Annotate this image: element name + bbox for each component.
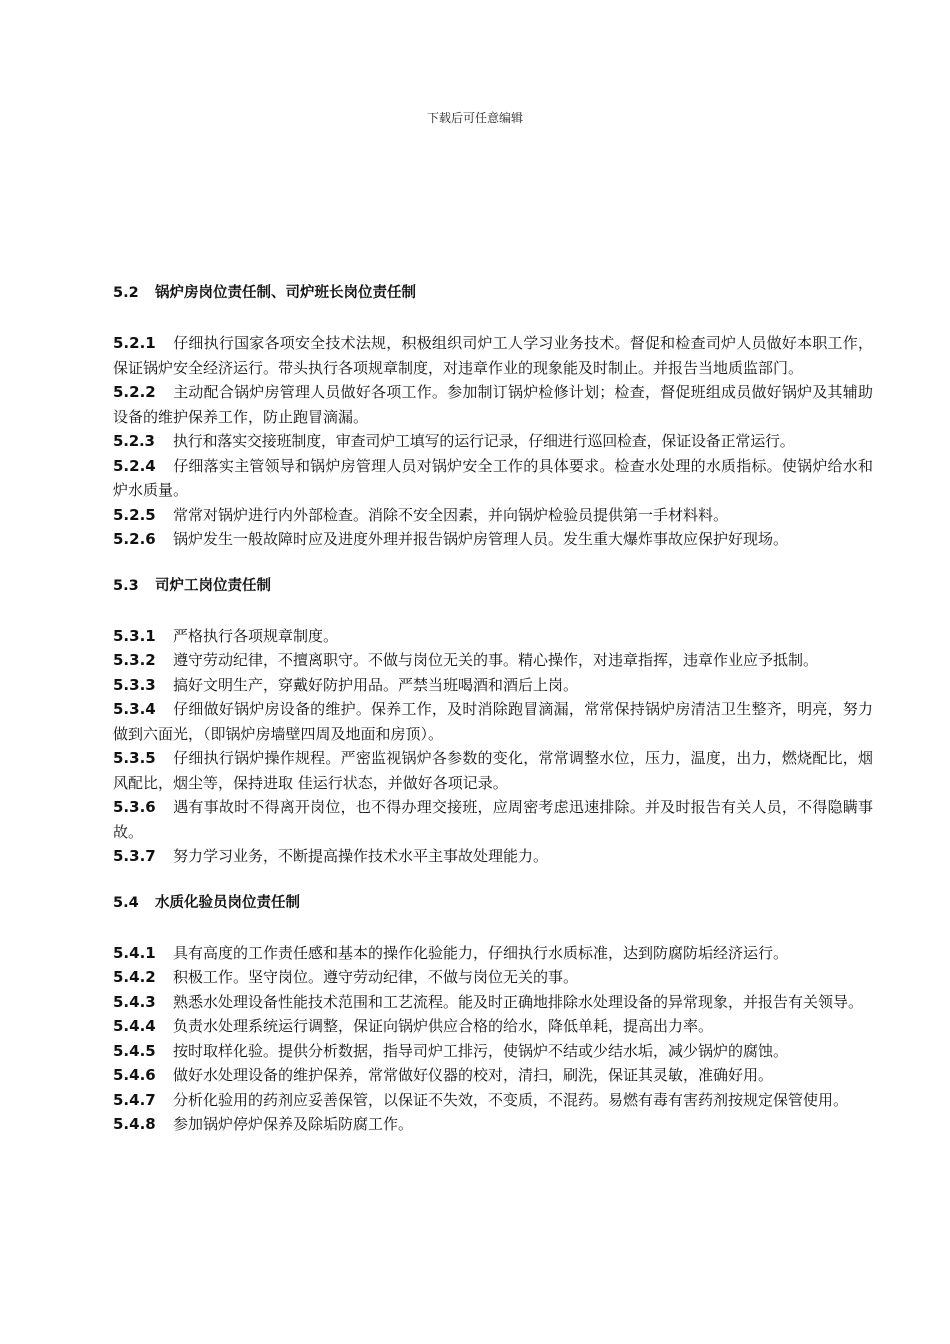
section-heading	[113, 282, 873, 304]
section-5-2	[113, 282, 873, 552]
clause-text: 执行和落实交接班制度，审查司炉工填写的运行记录，仔细进行巡回检查，保证设备正常运行。	[173, 432, 795, 450]
clause-text: 分析化验用的药剂应妥善保管，以保证不失效，不变质，不混药。易燃有毒有害药剂按规定保管使用。	[173, 1090, 849, 1109]
clause-item	[113, 1088, 873, 1113]
clause-list	[113, 624, 873, 869]
clause-text: 积极工作。坚守岗位。遵守劳动纪律，不做与岗位无关的事。	[173, 968, 579, 986]
section-5-4	[113, 892, 873, 1137]
clause-list	[113, 941, 873, 1137]
section-number: 5.3	[113, 577, 139, 594]
clause-item	[113, 527, 873, 552]
clause-number: 5.3.5	[113, 749, 156, 767]
clause-number: 5.3.3	[113, 675, 156, 694]
section-title: 水质化验员岗位责任制	[155, 894, 300, 911]
clause-text: 熟悉水处理设备性能技术范围和工艺流程。能及时正确地排除水处理设备的异常现象，并报告有关领导。	[173, 992, 864, 1011]
clause-item	[113, 746, 873, 795]
clause-text: 搞好文明生产，穿戴好防护用品。严禁当班喝酒和酒后上岗。	[173, 675, 579, 694]
clause-item	[113, 795, 873, 844]
clause-text: 参加锅炉停炉保养及除垢防腐工作。	[173, 1115, 414, 1133]
clause-item	[113, 844, 873, 869]
section-5-3	[113, 575, 873, 869]
clause-number: 5.2.5	[113, 505, 156, 524]
clause-item	[113, 1112, 873, 1137]
clause-number: 5.2.1	[113, 334, 156, 352]
clause-text: 负责水处理系统运行调整，保证向锅炉供应合格的给水，降低单耗，提高出力率。	[173, 1017, 714, 1035]
clause-number: 5.4.5	[113, 1041, 156, 1060]
clause-number: 5.4.3	[113, 992, 156, 1011]
clause-item	[113, 697, 873, 746]
clause-item	[113, 1014, 873, 1039]
clause-number: 5.2.3	[113, 432, 155, 450]
clause-item	[113, 965, 873, 990]
section-number: 5.4	[113, 894, 139, 911]
clause-number: 5.4.1	[113, 943, 156, 962]
clause-number: 5.3.2	[113, 651, 156, 669]
clause-text: 严格执行各项规章制度。	[173, 626, 339, 645]
clause-item	[113, 503, 873, 528]
clause-number: 5.4.4	[113, 1017, 156, 1035]
clause-text: 仔细执行国家各项安全技术法规，积极组织司炉工人学习业务技术。督促和检查司炉人员做好本职工作，保证锅炉安全经济运行。带头执行各项规章制度，对违章作业的现象能及时制止。并报告当地质监部门。	[113, 334, 873, 377]
clause-item	[113, 429, 873, 454]
clause-item	[113, 454, 873, 503]
clause-number: 5.4.7	[113, 1090, 156, 1109]
clause-number: 5.4.6	[113, 1066, 156, 1084]
clause-item	[113, 1039, 873, 1064]
clause-text: 仔细做好锅炉房设备的维护。保养工作，及时消除跑冒滴漏，常常保持锅炉房清洁卫生整齐，明亮，努力做到六面光，（即锅炉房墙壁四周及地面和房顶）。	[113, 700, 873, 743]
clause-item	[113, 1063, 873, 1088]
section-number: 5.2	[113, 285, 139, 301]
clause-item	[113, 673, 873, 698]
clause-number: 5.4.2	[113, 968, 156, 986]
clause-item	[113, 941, 873, 966]
clause-number: 5.3.4	[113, 700, 156, 718]
clause-item	[113, 380, 873, 429]
clause-list	[113, 331, 873, 552]
clause-item	[113, 624, 873, 649]
clause-number: 5.3.7	[113, 847, 156, 865]
clause-text: 遇有事故时不得离开岗位，也不得办理交接班，应周密考虑迅速排除。并及时报告有关人员，不得隐瞒事故。	[113, 798, 873, 841]
clause-text: 具有高度的工作责任感和基本的操作化验能力，仔细执行水质标准，达到防腐防垢经济运行。	[173, 943, 789, 962]
clause-text: 做好水处理设备的维护保养，常常做好仪器的校对，清扫，刷洗，保证其灵敏，准确好用。	[173, 1066, 774, 1084]
clause-number: 5.3.1	[113, 626, 156, 645]
clause-number: 5.2.2	[113, 383, 156, 401]
clause-text: 仔细执行锅炉操作规程。严密监视锅炉各参数的变化，常常调整水位，压力，温度，出力，燃烧配比，烟风配比，烟尘等，保持进取 佳运行状态，并做好各项记录。	[113, 749, 873, 792]
section-title: 司炉工岗位责任制	[155, 577, 271, 594]
clause-text: 常常对锅炉进行内外部检查。消除不安全因素，并向锅炉检验员提供第一手材料料。	[173, 505, 729, 524]
section-heading	[113, 892, 873, 914]
clause-item	[113, 648, 873, 673]
clause-number: 5.4.8	[113, 1115, 156, 1133]
document-body	[113, 282, 873, 1160]
section-heading	[113, 575, 873, 597]
clause-number: 5.2.4	[113, 456, 156, 475]
clause-text: 主动配合锅炉房管理人员做好各项工作。参加制订锅炉检修计划；检查，督促班组成员做好锅炉及其辅助设备的维护保养工作，防止跑冒滴漏。	[113, 383, 873, 426]
section-title: 锅炉房岗位责任制、司炉班长岗位责任制	[155, 285, 416, 301]
clause-text: 按时取样化验。提供分析数据，指导司炉工排污，使锅炉不结或少结水垢，减少锅炉的腐蚀。	[173, 1041, 789, 1060]
header-note: 下载后可任意编辑	[426, 111, 523, 125]
clause-item	[113, 331, 873, 380]
clause-text: 锅炉发生一般故障时应及进度外理并报告锅炉房管理人员。发生重大爆炸事故应保护好现场。	[173, 530, 789, 548]
clause-text: 遵守劳动纪律，不擅离职守。不做与岗位无关的事。精心操作，对违章指挥，违章作业应予抵制。	[173, 651, 819, 669]
clause-number: 5.2.6	[113, 530, 156, 548]
clause-text: 仔细落实主管领导和锅炉房管理人员对锅炉安全工作的具体要求。检查水处理的水质指标。使锅炉给水和炉水质量。	[113, 456, 873, 499]
clause-text: 努力学习业务，不断提高操作技术水平主事故处理能力。	[173, 847, 549, 865]
clause-item	[113, 990, 873, 1015]
clause-number: 5.3.6	[113, 798, 156, 816]
